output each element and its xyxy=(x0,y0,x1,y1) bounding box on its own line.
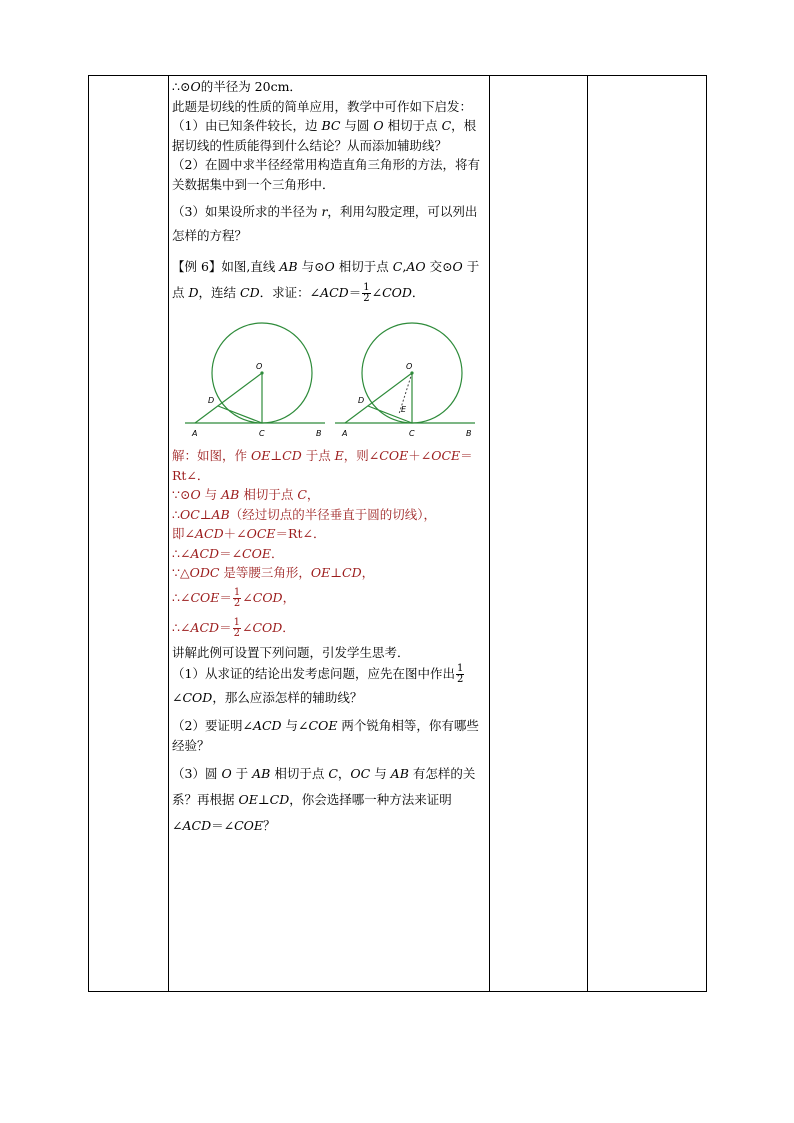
solution-line-1: 解：如图，作 OE⊥CD 于点 E，则∠COE＋∠OCE＝Rt∠． xyxy=(172,448,473,483)
label-b-right: B xyxy=(466,429,472,438)
label-a-left: A xyxy=(192,429,198,438)
radius-result: ∴⊙O的半径为 20cm． xyxy=(172,79,302,94)
figure-right xyxy=(335,323,475,438)
fraction-half: $\frac{1}{2}$ xyxy=(456,663,464,685)
fraction-half: $\frac{1}{2}$ xyxy=(233,586,241,609)
solution-line-3: ∴OC⊥AB（经过切点的半径垂直于圆的切线）， xyxy=(172,506,437,522)
tangent-figure xyxy=(180,312,480,442)
column-divider-2 xyxy=(489,76,490,991)
line-ao-left xyxy=(195,373,262,423)
label-d-right: D xyxy=(358,396,365,405)
point-o-left xyxy=(260,371,263,374)
column-divider-1 xyxy=(168,76,169,991)
question-3: （3）圆 O 于 AB 相切于点 C，OC 与 AB 有怎样的关系？再根据 OE⊥CD，你会选择哪一种方法来证明∠ACD＝∠COE？ xyxy=(172,766,476,833)
column-divider-3 xyxy=(587,76,588,991)
figure-left xyxy=(185,323,325,438)
hint-3: （3）如果设所求的半径为 r，利用勾股定理，可以列出怎样的方程？ xyxy=(172,204,478,243)
solution-line-7: ∴∠COE＝ $\frac{1}{2}$ ∠COD， xyxy=(172,586,296,609)
chord-cd-left xyxy=(218,406,262,423)
label-c-right: C xyxy=(409,429,415,438)
label-c-left: C xyxy=(259,429,265,438)
fraction-half: $\frac{1}{2}$ xyxy=(363,282,370,304)
label-a-right: A xyxy=(342,429,348,438)
label-e-right: E xyxy=(401,405,407,414)
hint-2: （2）在圆中求半径经常用构造直角三角形的方法，将有关数据集中到一个三角形中． xyxy=(172,157,480,192)
solution-line-8: ∴∠ACD＝ $\frac{1}{2}$ ∠COD． xyxy=(172,616,295,639)
question-intro: 讲解此例可设置下列问题，引发学生思考． xyxy=(172,644,410,660)
label-o-right: O xyxy=(406,362,413,371)
line-ao-right xyxy=(345,373,412,423)
point-o-right xyxy=(410,371,413,374)
solution-line-5: ∴∠ACD＝∠COE． xyxy=(172,545,284,561)
lesson-content xyxy=(172,77,484,839)
question-2: （2）要证明∠ACD 与∠COE 两个锐角相等，你有哪些经验？ xyxy=(172,718,479,753)
solution-line-2: ∵⊙O 与 AB 相切于点 C， xyxy=(172,487,320,502)
label-b-left: B xyxy=(316,429,322,438)
example-6: 【例 6】如图,直线 AB 与⊙O 相切于点 C,AO 交⊙O 于点 D，连结 CD．求证：∠ACD＝ $\frac{1}{2}$ ∠COD． xyxy=(172,259,480,304)
label-d-left: D xyxy=(208,396,215,405)
hint-intro: 此题是切线的性质的简单应用，教学中可作如下启发： xyxy=(172,98,473,114)
solution-line-4: 即∠ACD＋∠OCE＝Rt∠． xyxy=(172,526,326,541)
fraction-half: $\frac{1}{2}$ xyxy=(233,616,240,639)
label-o-left: O xyxy=(256,362,263,371)
hint-1: （1）由已知条件较长，边 BC 与圆 O 相切于点 C，根据切线的性质能得到什么结论？从而添加辅助线？ xyxy=(172,118,477,153)
solution-line-6: ∵△ODC 是等腰三角形，OE⊥CD， xyxy=(172,565,375,580)
question-1: （1）从求证的结论出发考虑问题，应先在图中作出 $\frac{1}{2}$ ∠COD，那么应添怎样的辅助线？ xyxy=(172,663,464,705)
